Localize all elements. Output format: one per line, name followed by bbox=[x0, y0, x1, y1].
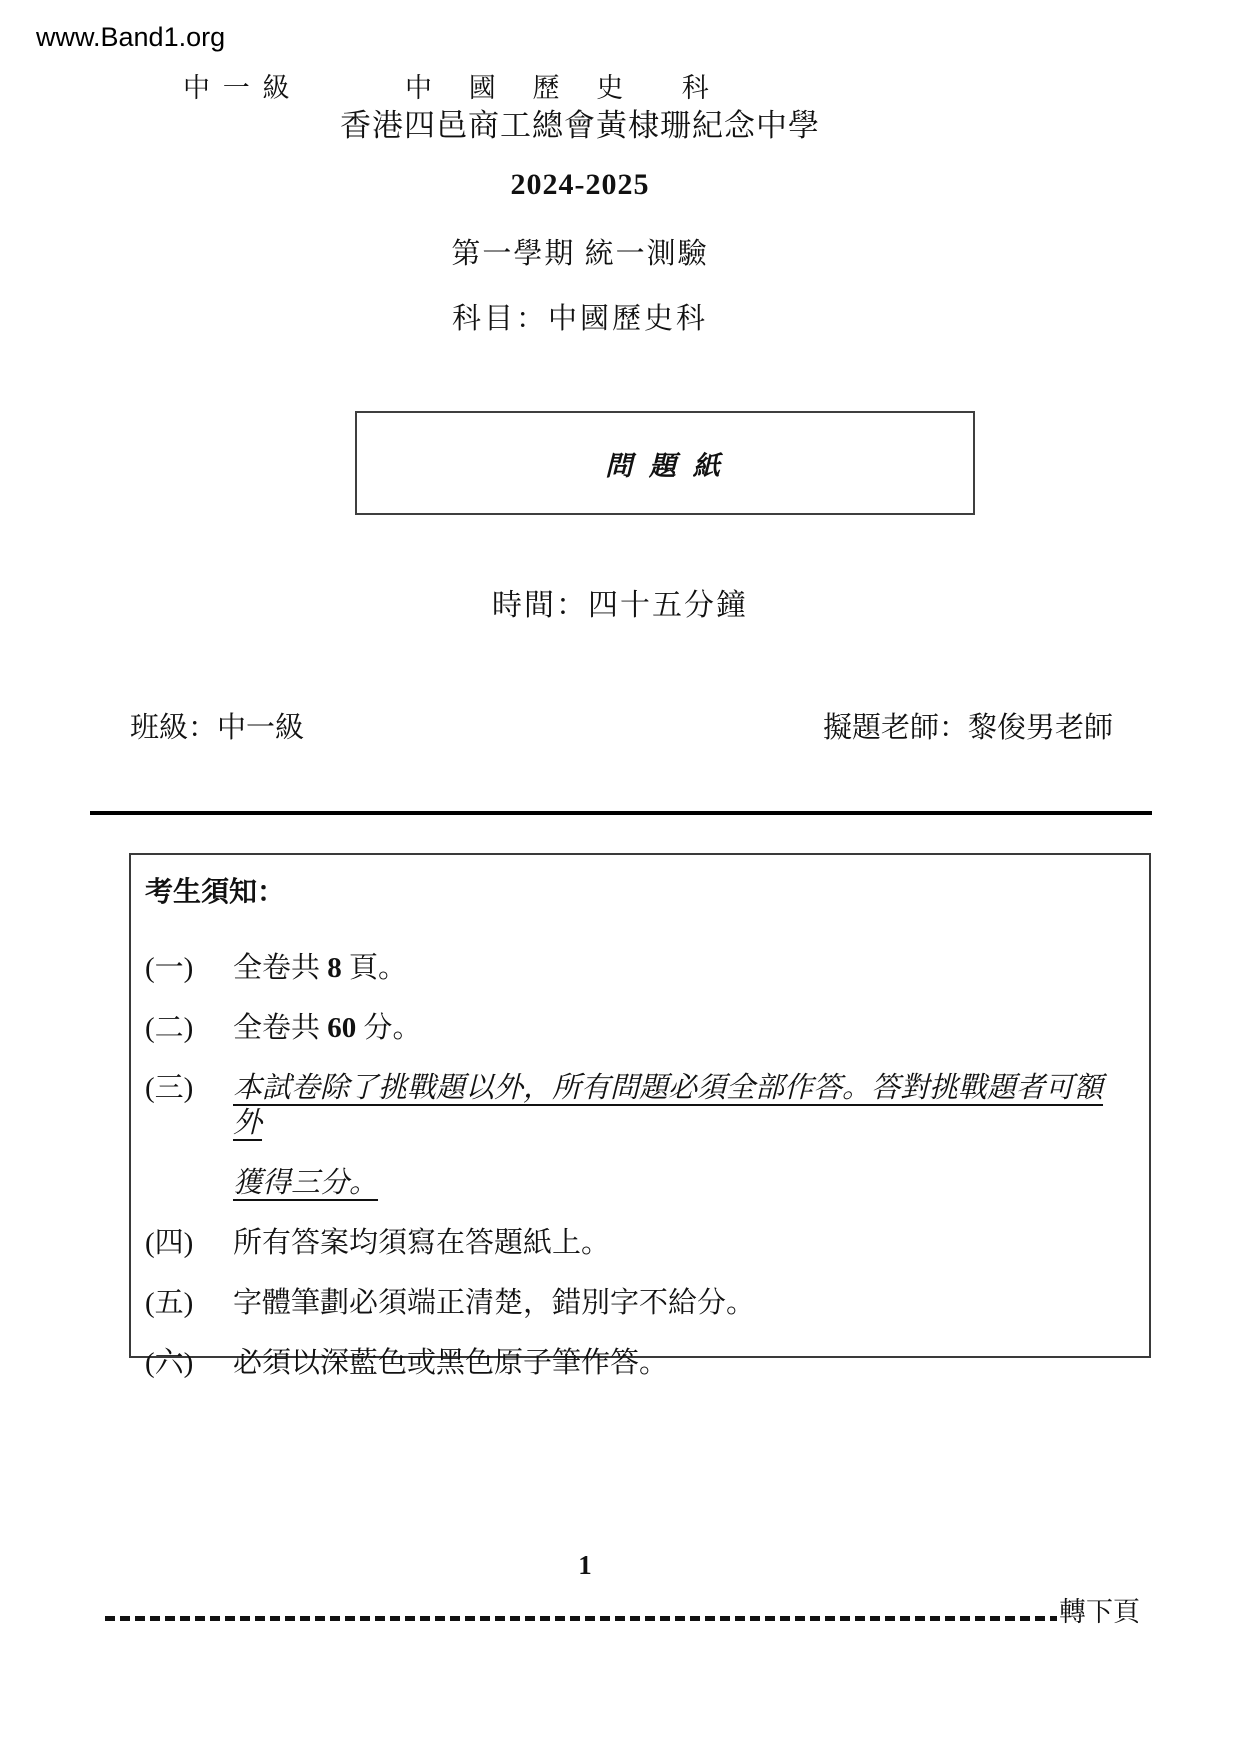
notice-item bbox=[145, 1346, 1125, 1381]
notice-item-text-segment: 全卷共 bbox=[233, 952, 328, 984]
dashed-divider bbox=[105, 1616, 1057, 1621]
school-year: 2024-2025 bbox=[510, 168, 650, 201]
term-title: 第一學期 統一測驗 bbox=[451, 238, 709, 270]
setter-teacher-line: 擬題老師：黎俊男老師 bbox=[822, 712, 1113, 744]
notice-item-number: (五) bbox=[145, 1287, 194, 1319]
notice-item-text bbox=[233, 1346, 1125, 1381]
notice-item-number: (六) bbox=[145, 1347, 194, 1379]
school-name: 香港四邑商工總會黃棣珊紀念中學 bbox=[340, 108, 820, 143]
notice-item-text-segment: 字體筆劃必須端正清楚，錯別字不給分。 bbox=[233, 1287, 756, 1319]
notice-item-text-segment: 必須以深藍色或黑色原子筆作答。 bbox=[233, 1347, 669, 1379]
notice-item-number: (二) bbox=[145, 1012, 194, 1044]
notice-item-number: (一) bbox=[145, 952, 194, 984]
question-paper-title: 問 題 紙 bbox=[605, 450, 725, 481]
notice-item bbox=[145, 1071, 1125, 1201]
notice-item-text bbox=[233, 1226, 1125, 1261]
notice-title: 考生須知： bbox=[145, 877, 286, 908]
notice-item-text bbox=[233, 1011, 1125, 1046]
class-setter-row bbox=[130, 705, 1113, 745]
notice-item-number: (三) bbox=[145, 1072, 194, 1104]
notice-item-text bbox=[233, 1071, 1125, 1201]
notice-item-bold-value: 60 bbox=[327, 1012, 357, 1044]
candidate-notice-box bbox=[129, 853, 1151, 1379]
notice-item-text bbox=[233, 1286, 1125, 1321]
notice-item-text-segment: 頁。 bbox=[341, 952, 408, 984]
horizontal-rule bbox=[90, 811, 1152, 815]
notice-item bbox=[145, 1286, 1125, 1321]
notice-item bbox=[145, 951, 1125, 986]
notice-item bbox=[145, 1011, 1125, 1046]
time-allowed-line: 時間：四十五分鐘 bbox=[492, 589, 748, 622]
notice-item bbox=[145, 1226, 1125, 1261]
subject-line: 科目：中國歷史科 bbox=[451, 303, 708, 335]
notice-item-text bbox=[233, 951, 1125, 986]
notice-item-text-segment: 分。 bbox=[356, 1012, 422, 1044]
notice-item-number: (四) bbox=[145, 1227, 194, 1259]
notice-item-text-segment: 全卷共 bbox=[233, 1012, 328, 1044]
subject-header-label: 中 國 歷 史 科 bbox=[405, 73, 724, 103]
class-level-line: 班級：中一級 bbox=[130, 712, 305, 744]
notice-item-emphasis-line: 獲得三分。 bbox=[233, 1167, 379, 1199]
notice-item-emphasis-line: 本試卷除了挑戰題以外，所有問題必須全部作答。答對挑戰題者可額外 bbox=[233, 1072, 1104, 1139]
notice-list bbox=[145, 951, 1125, 1381]
watermark-url: www.Band1.org bbox=[36, 22, 226, 52]
next-page-label: 轉下頁 bbox=[1059, 1597, 1140, 1627]
page-number: 1 bbox=[578, 1550, 592, 1580]
footer-row bbox=[105, 1596, 1140, 1628]
notice-item-bold-value: 8 bbox=[327, 952, 342, 984]
question-paper-box bbox=[355, 411, 975, 515]
notice-item-text-segment: 所有答案均須寫在答題紙上。 bbox=[233, 1227, 611, 1259]
form-level-label: 中 一 級 bbox=[183, 73, 293, 103]
